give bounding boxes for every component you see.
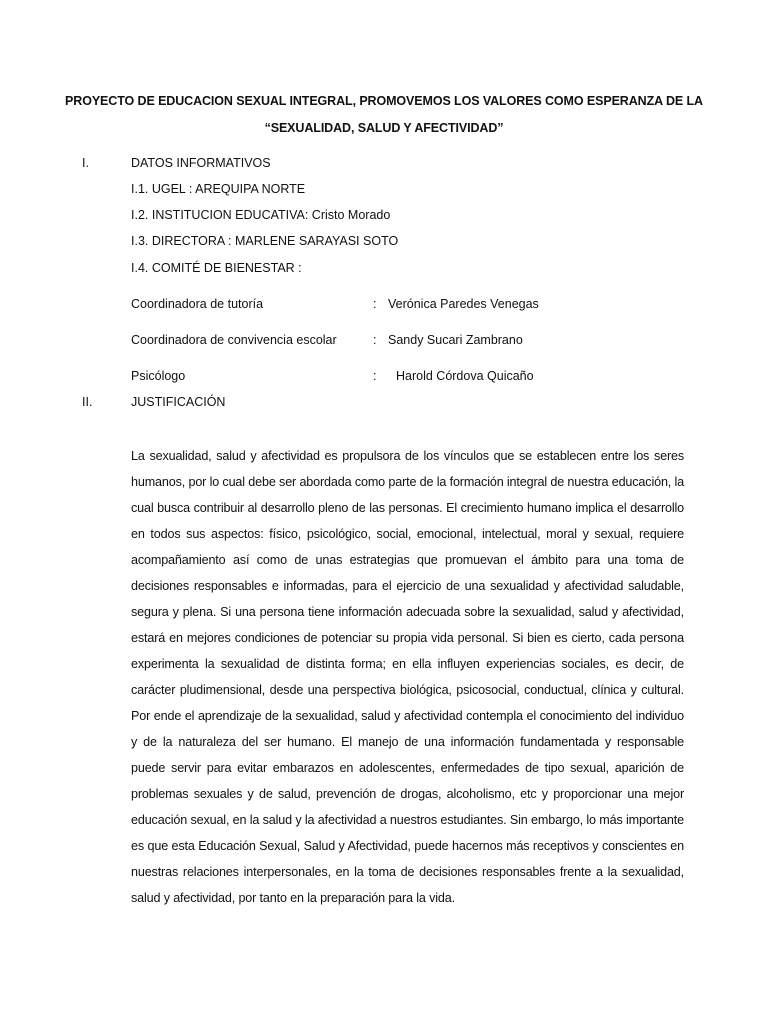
committee-colon: : <box>373 333 377 347</box>
document-title-line-2: “SEXUALIDAD, SALUD Y AFECTIVIDAD” <box>264 121 504 135</box>
info-item-ugel: I.1. UGEL : AREQUIPA NORTE <box>131 182 306 196</box>
info-item-comite: I.4. COMITÉ DE BIENESTAR : <box>131 261 302 275</box>
committee-role-psicologo: Psicólogo <box>131 369 186 383</box>
committee-role-convivencia: Coordinadora de convivencia escolar <box>131 333 337 347</box>
committee-name-tutoria: Verónica Paredes Venegas <box>388 297 539 311</box>
info-item-directora: I.3. DIRECTORA : MARLENE SARAYASI SOTO <box>131 234 399 248</box>
committee-name-psicologo: Harold Córdova Quicaño <box>396 369 534 383</box>
document-title-line-1: PROYECTO DE EDUCACION SEXUAL INTEGRAL, PROMOVEMOS LOS VALORES COMO ESPERANZA DE LA <box>65 94 703 108</box>
committee-colon: : <box>373 297 377 311</box>
committee-colon: : <box>373 369 377 383</box>
section-2-number: II. <box>82 395 93 409</box>
justificacion-paragraph: La sexualidad, salud y afectividad es propulsora de los vínculos que se establecen entre los seres humanos, por lo cual debe ser abordada como parte de la formación integral de nuestra educación, la cual busca contribuir al desarrollo pleno de las personas. El crecimiento humano implica el desarrollo en todos sus aspectos: físico, psicológico, social, emocional, intelectual, moral y sexual, requiere acompañamiento así como de unas estrategias que promuevan el ámbito para una toma de decisiones responsables e informadas, para el ejercicio de una sexualidad y afectividad saludable, segura y plena. Si una persona tiene información adecuada sobre la sexualidad, salud y afectividad, estará en mejores condiciones de potenciar su propia vida personal. Si bien es cierto, cada persona experimenta la sexualidad de distinta forma; en ella influyen experiencias sociales, es decir, de carácter pludimensional, desde una perspectiva biológica, psicosocial, conductual, clínica y cultural. Por ende el aprendizaje de la sexualidad, salud y afectividad contempla el conocimiento del individuo y de la naturaleza del ser humano. El manejo de una información fundamentada y responsable puede servir para evitar embarazos en adolescentes, enfermedades de tipo sexual, aparición de problemas sexuales y de salud, prevención de drogas, alcoholismo, etc y proporcionar una mejor educación sexual, en la salud y la afectividad a nuestros estudiantes. Sin embargo, lo más importante es que esta Educación Sexual, Salud y Afectividad, puede hacernos más receptivos y conscientes en nuestras relaciones interpersonales, en la toma de decisiones responsables frente a la sexualidad, salud y afectividad, por tanto en la preparación para la vida. <box>131 449 684 905</box>
section-1-heading: DATOS INFORMATIVOS <box>131 156 271 170</box>
section-1-number: I. <box>82 156 89 170</box>
section-2-heading: JUSTIFICACIÓN <box>131 395 226 409</box>
committee-role-tutoria: Coordinadora de tutoría <box>131 297 264 311</box>
info-item-institucion: I.2. INSTITUCION EDUCATIVA: Cristo Morado <box>131 208 391 222</box>
committee-name-convivencia: Sandy Sucari Zambrano <box>388 333 523 347</box>
